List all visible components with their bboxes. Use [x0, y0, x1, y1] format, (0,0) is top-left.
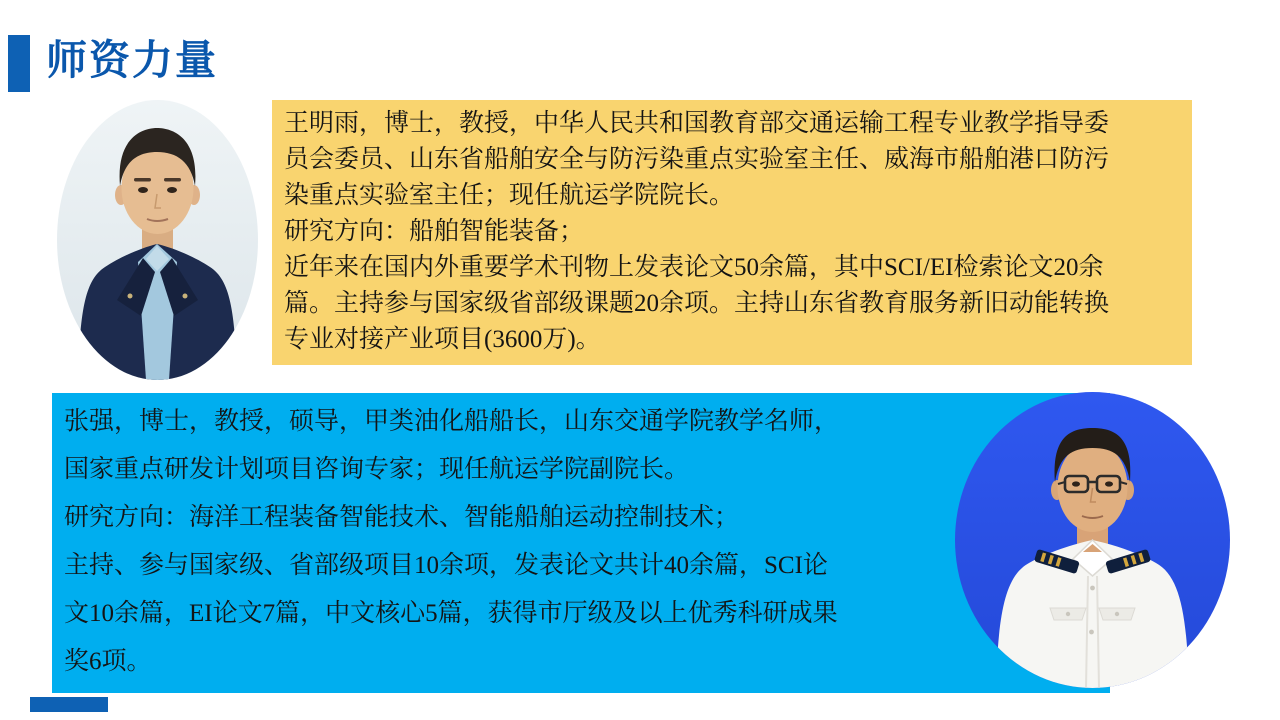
profile-text-line: 奖6项。 [64, 648, 152, 675]
footer-accent-bar [30, 697, 108, 712]
portrait-photo-wang-mingyu [57, 100, 258, 380]
profile-text-line: 染重点实验室主任；现任航运学院院长。 [284, 182, 735, 209]
profile-text-line: 文10余篇，EI论文7篇，中文核心5篇，获得市厅级及以上优秀科研成果 [64, 600, 838, 627]
portrait-photo-zhang-qiang [955, 392, 1230, 688]
profile-text-line: 近年来在国内外重要学术刊物上发表论文50余篇，其中SCI/EI检索论文20余 [284, 254, 1104, 281]
profile-text-line: 篇。主持参与国家级省部级课题20余项。主持山东省教育服务新旧动能转换 [284, 290, 1110, 317]
profile-text-line: 国家重点研发计划项目咨询专家；现任航运学院副院长。 [64, 456, 690, 483]
page-title: 师资力量 [46, 37, 218, 83]
profile-text-line: 研究方向：船舶智能装备； [284, 218, 585, 245]
profile-text-line: 员会委员、山东省船舶安全与防污染重点实验室主任、威海市船舶港口防污 [284, 146, 1110, 173]
profile-text-line: 主持、参与国家级、省部级项目10余项，发表论文共计40余篇，SCI论 [64, 552, 828, 579]
profile-card-zhang-qiang [52, 393, 1110, 693]
title-accent-bar [8, 35, 30, 92]
profile-text-line: 王明雨，博士，教授，中华人民共和国教育部交通运输工程专业教学指导委 [284, 110, 1110, 137]
profile-text-line: 专业对接产业项目(3600万)。 [284, 326, 601, 353]
profile-card-wang-mingyu [272, 100, 1192, 365]
profile-text-line: 研究方向：海洋工程装备智能技术、智能船舶运动控制技术； [64, 504, 740, 531]
profile-text-line: 张强，博士，教授，硕导，甲类油化船船长，山东交通学院教学名师， [64, 408, 840, 435]
